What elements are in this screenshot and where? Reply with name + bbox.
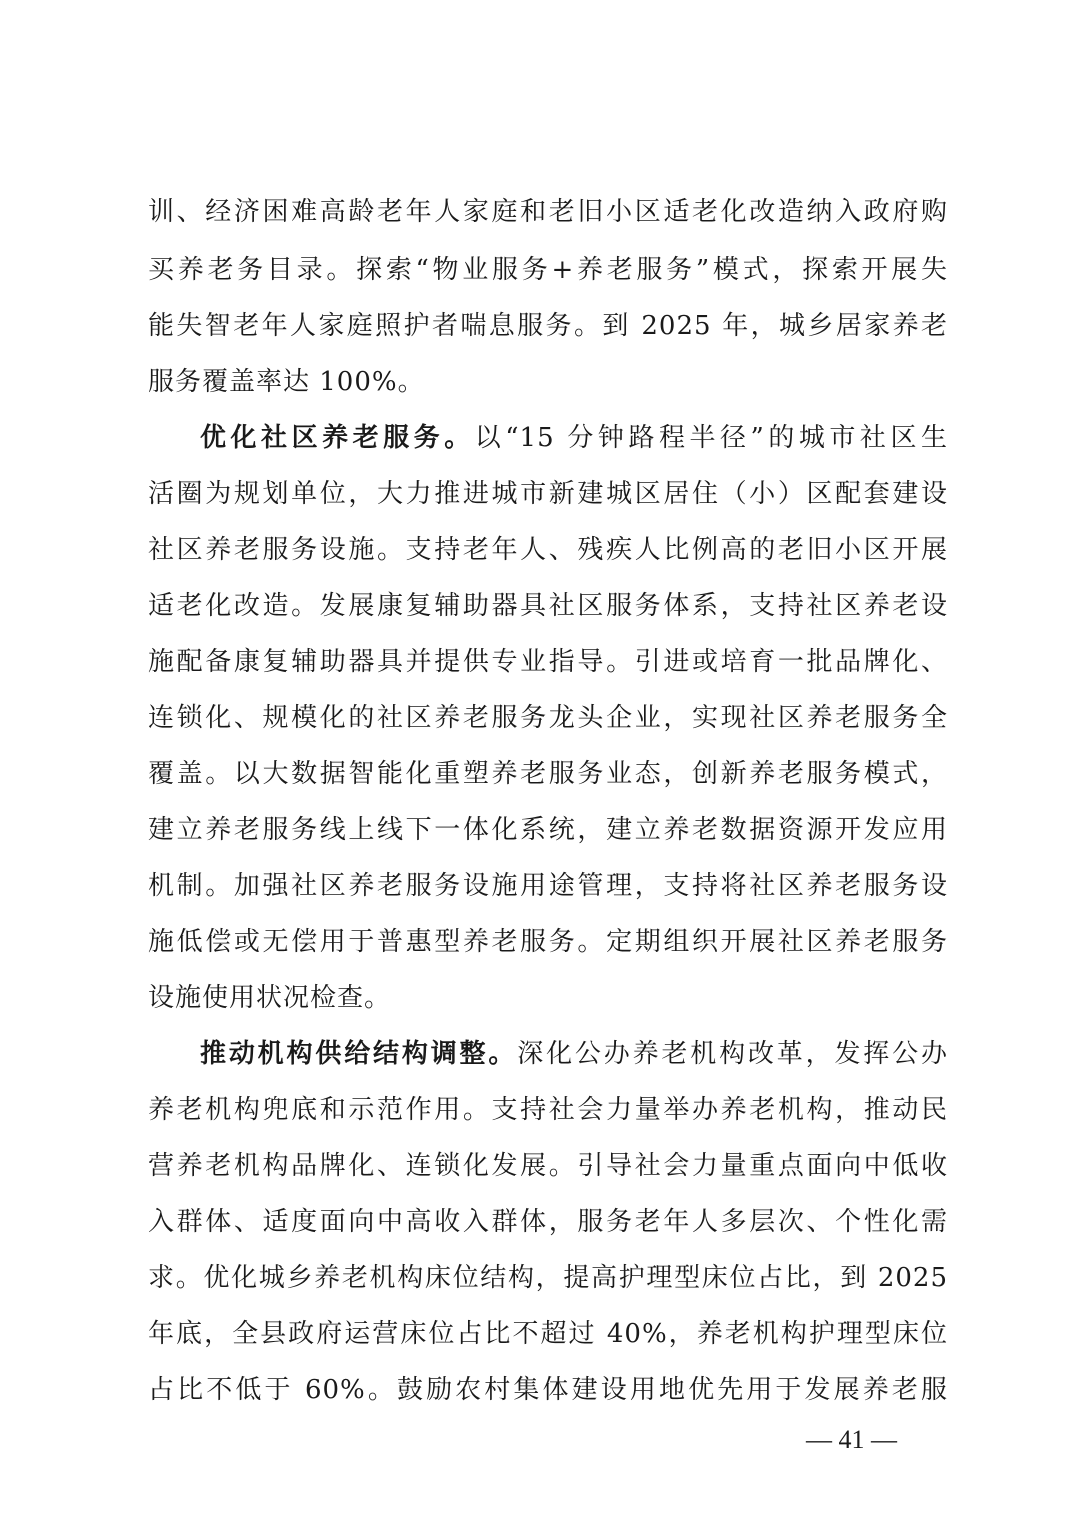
text-line: 设施使用状况检查。 bbox=[148, 983, 392, 1013]
text-line: 训、经济困难高龄老年人家庭和老旧小区适老化改造纳入政府购 bbox=[148, 197, 948, 227]
text-line: 活圈为规划单位，大力推进城市新建城区居住（小）区配套建设 bbox=[148, 479, 948, 509]
text-run: 以“15 分钟路程半径”的城市社区生 bbox=[474, 423, 948, 453]
page-number: — 41 — bbox=[806, 1425, 897, 1454]
text-line: 占比不低于 60%。鼓励农村集体建设用地优先用于发展养老服 bbox=[148, 1375, 948, 1405]
paragraph-first-line bbox=[200, 1034, 948, 1074]
text-line: 适老化改造。发展康复辅助器具社区服务体系，支持社区养老设 bbox=[148, 591, 948, 621]
paragraph-first-line bbox=[200, 418, 948, 458]
text-line: 机制。加强社区养老服务设施用途管理，支持将社区养老服务设 bbox=[148, 871, 948, 901]
text-line: 建立养老服务线上线下一体化系统，建立养老数据资源开发应用 bbox=[148, 815, 948, 845]
text-line: 社区养老服务设施。支持老年人、残疾人比例高的老旧小区开展 bbox=[148, 535, 948, 565]
text-line: 入群体、适度面向中高收入群体，服务老年人多层次、个性化需 bbox=[148, 1207, 948, 1237]
text-line: 买养老务目录。探索“物业服务+养老服务”模式，探索开展失 bbox=[148, 255, 948, 285]
text-line: 覆盖。以大数据智能化重塑养老服务业态，创新养老服务模式， bbox=[148, 759, 948, 789]
section-heading: 推动机构供给结构调整。 bbox=[200, 1039, 518, 1069]
text-line: 营养老机构品牌化、连锁化发展。引导社会力量重点面向中低收 bbox=[148, 1151, 948, 1181]
text-line: 年底，全县政府运营床位占比不超过 40%，养老机构护理型床位 bbox=[148, 1319, 948, 1349]
text-line: 求。优化城乡养老机构床位结构，提高护理型床位占比，到 2025 bbox=[148, 1263, 948, 1293]
section-heading: 优化社区养老服务。 bbox=[200, 423, 475, 453]
text-line: 施配备康复辅助器具并提供专业指导。引进或培育一批品牌化、 bbox=[148, 647, 948, 677]
text-line: 服务覆盖率达 100%。 bbox=[148, 367, 425, 397]
text-line: 养老机构兜底和示范作用。支持社会力量举办养老机构，推动民 bbox=[148, 1095, 948, 1125]
text-line: 能失智老年人家庭照护者喘息服务。到 2025 年，城乡居家养老 bbox=[148, 311, 948, 341]
text-line: 连锁化、规模化的社区养老服务龙头企业，实现社区养老服务全 bbox=[148, 703, 948, 733]
text-run: 深化公办养老机构改革，发挥公办 bbox=[517, 1039, 948, 1069]
text-line: 施低偿或无偿用于普惠型养老服务。定期组织开展社区养老服务 bbox=[148, 927, 948, 957]
